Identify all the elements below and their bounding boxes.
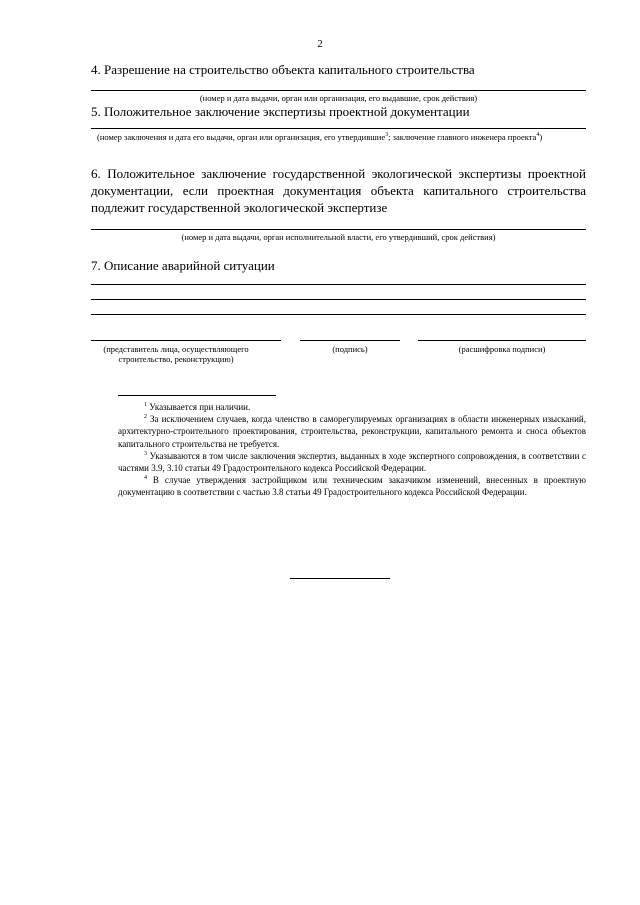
representative-caption: (представитель лица, осуществляющего строительство, реконструкцию) xyxy=(103,344,249,364)
section-4-caption: (номер и дата выдачи, орган или организация, его выдавшие, срок действия) xyxy=(199,93,478,103)
decoding-line xyxy=(418,340,586,341)
footnote-separator xyxy=(118,395,276,396)
end-of-document-line xyxy=(290,578,390,579)
decoding-caption: (расшифровка подписи) xyxy=(458,344,546,354)
section-6-heading: 6. Положительное заключение государственной экологической экспертизы проектной документации, если проектная документация объекта капитального строительства подлежит государственной экологической экспертизе xyxy=(91,166,586,215)
section-4-heading: 4. Разрешение на строительство объекта капитального строительства xyxy=(91,62,475,77)
section-7-line-1 xyxy=(91,284,586,285)
section-6-field-line xyxy=(91,229,586,230)
footnote-4: $^4$ В случае утверждения застройщиком или техническим заказчиком изменений, внесенных в проектную документацию в соответствии с частью 3.8 статьи 49 Градостроительного кодекса Российской Федерации. xyxy=(118,475,586,498)
representative-line xyxy=(91,340,281,341)
page-number: 2 xyxy=(317,38,323,50)
section-6-caption: (номер и дата выдачи, орган исполнительной власти, его утвердивший, срок действия) xyxy=(181,232,496,242)
section-5-field-line xyxy=(91,128,586,129)
footnote-1: $^1$ Указывается при наличии. xyxy=(144,402,251,412)
section-7-line-3 xyxy=(91,314,586,315)
section-4-field-line xyxy=(91,90,586,91)
footnote-2: $^2$ За исключением случаев, когда членство в саморегулируемых организациях в области инженерных изысканий, архитектурно-строительного проектирования, строительства, реконструкции, капитального ремонта и сноса объектов капитального строительства не требуется. xyxy=(118,414,586,449)
section-7-heading: 7. Описание аварийной ситуации xyxy=(91,258,275,273)
section-5-heading: 5. Положительное заключение экспертизы проектной документации xyxy=(91,104,470,119)
footnotes xyxy=(118,401,586,499)
section-7-line-2 xyxy=(91,299,586,300)
footnote-3: $^3$ Указываются в том числе заключения экспертиз, выданных в ходе экспертного сопровождения, в соответствии с частями 3.9, 3.10 статьи 49 Градостроительного кодекса Российской Федерации. xyxy=(118,450,586,474)
signature-line xyxy=(300,340,400,341)
section-5-caption: (номер заключения и дата его выдачи, орган или организация, его утвердившие$^3$; заключение главного инженера проекта$^4$) xyxy=(97,132,543,142)
signature-caption: (подпись) xyxy=(332,344,368,354)
